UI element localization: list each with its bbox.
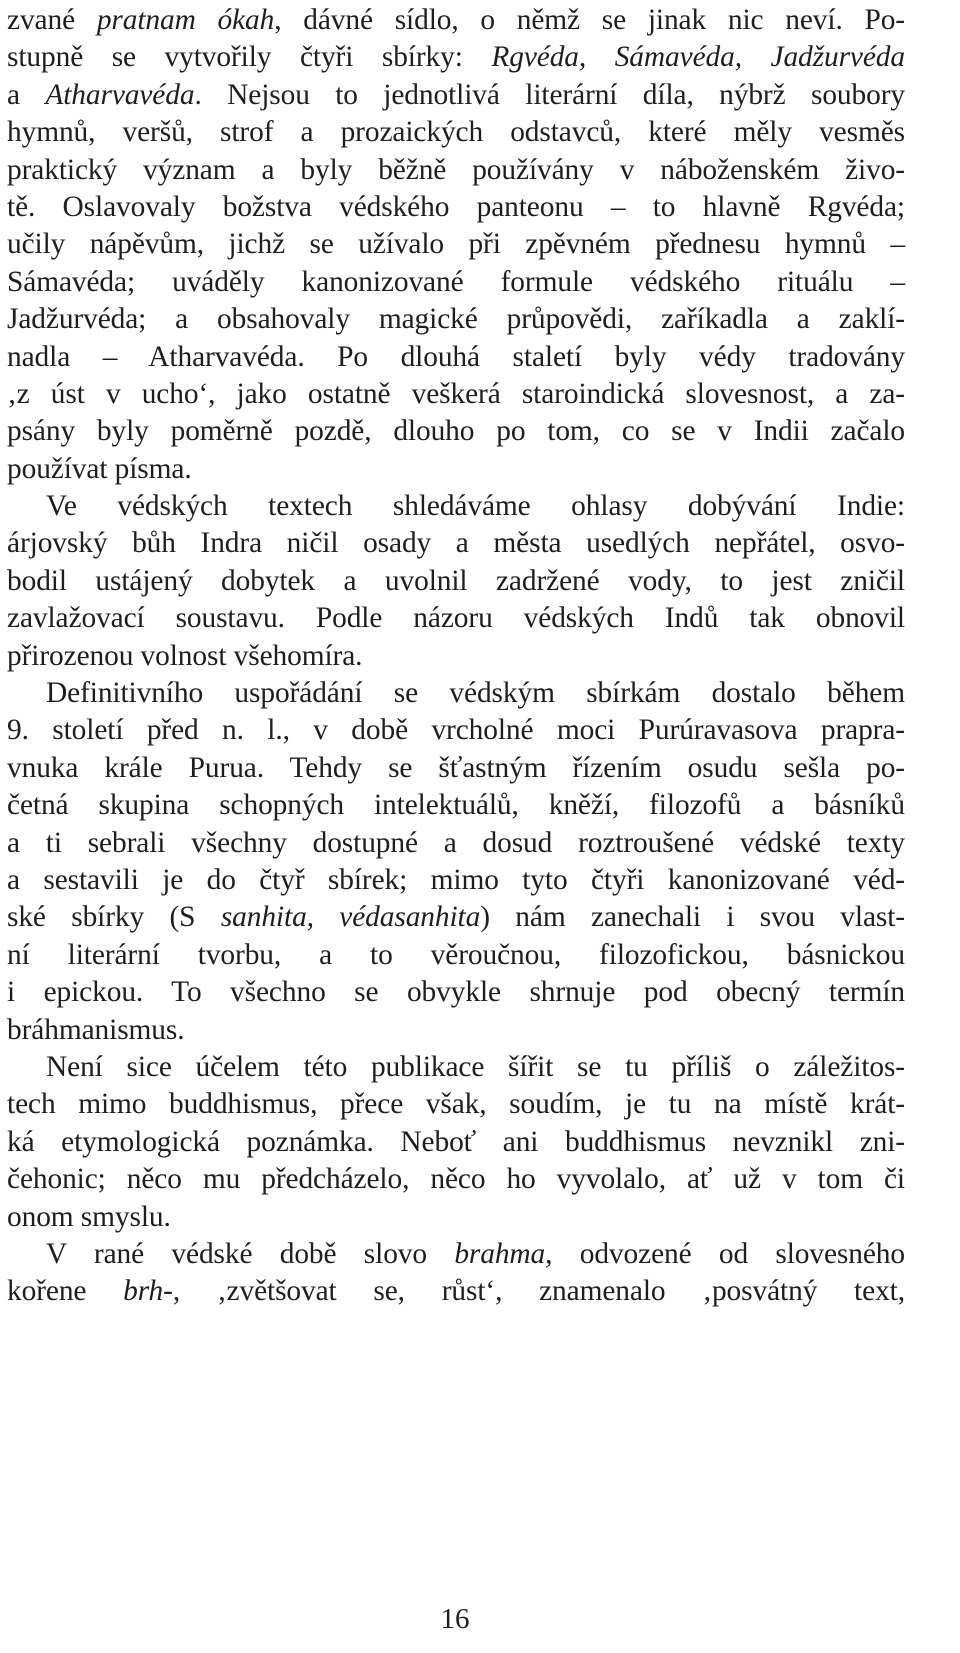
text-line: [7, 413, 905, 450]
text-segment: ‚z úst v ucho‘, jako ostatně veškerá staroindická slovesnost, a za-: [7, 377, 905, 410]
text-line: [7, 39, 905, 76]
text-line: [7, 1199, 905, 1236]
text-segment: Není sice účelem této publikace šířit se tu příliš o záležitos-: [46, 1050, 905, 1083]
text-segment: i epickou. To všechno se obvykle shrnuje pod obecný termín: [7, 976, 905, 1009]
text-segment: psány byly poměrně pozdě, dlouho po tom, co se v Indii začalo: [7, 415, 905, 448]
text-line: [7, 77, 905, 114]
text-segment: ské sbírky (S: [7, 901, 221, 934]
text-segment: tech mimo buddhismus, přece však, soudím, je tu na místě krát-: [7, 1088, 905, 1121]
text-line: [7, 1161, 905, 1198]
text-line: [7, 974, 905, 1011]
text-line: [7, 339, 905, 376]
text-line: [7, 488, 905, 525]
text-line: [7, 750, 905, 787]
text-line: [7, 899, 905, 936]
text-line: [7, 787, 905, 824]
text-line: [7, 264, 905, 301]
text-line: [7, 712, 905, 749]
text-segment: stupně se vytvořily čtyři sbírky:: [7, 41, 492, 74]
text-line: [7, 376, 905, 413]
text-line: [7, 825, 905, 862]
text-segment: nadla – Atharvavéda. Po dlouhá staletí byly védy tradovány: [7, 340, 905, 373]
text-segment: a ti sebrali všechny dostupné a dosud roztroušené védské texty: [7, 826, 905, 859]
text-segment: bodil ustájený dobytek a uvolnil zadržené vody, to jest zničil: [7, 564, 905, 597]
text-segment: přirozenou volnost všehomíra.: [7, 639, 363, 672]
text-line: [7, 451, 905, 488]
text-segment: učily nápěvům, jichž se užívalo při zpěvném přednesu hymnů –: [7, 228, 905, 261]
italic-term: pratnam ókah: [96, 4, 275, 36]
text-segment: tě. Oslavovaly božstva védského panteonu – to hlavně Rgvéda;: [7, 190, 905, 223]
text-segment: , odvozené od slovesného: [545, 1237, 905, 1270]
page-number: 16: [440, 1603, 470, 1635]
text-segment: a: [7, 78, 46, 111]
text-line: [7, 226, 905, 263]
text-segment: vnuka krále Purua. Tehdy se šťastným řízením osudu sešla po-: [7, 751, 905, 784]
text-segment: čehonic; něco mu předcházelo, něco ho vyvolalo, ať už v tom či: [7, 1163, 905, 1196]
text-segment: hymnů, veršů, strof a prozaických odstavců, které měly vesměs: [7, 116, 905, 149]
text-segment: árjovský bůh Indra ničil osady a města usedlých nepřátel, osvo-: [7, 527, 905, 560]
text-line: [7, 114, 905, 151]
text-segment: Jadžurvéda; a obsahovaly magické průpovědi, zaříkadla a zaklí-: [7, 303, 905, 336]
text-line: [7, 1049, 905, 1086]
text-segment: onom smyslu.: [7, 1200, 171, 1233]
text-segment: , dávné sídlo, o němž se jinak nic neví. Po-: [274, 4, 905, 36]
italic-term: brahma: [454, 1237, 546, 1270]
text-line: [7, 301, 905, 338]
text-segment: ní literární tvorbu, a to věroučnou, filozofickou, básnickou: [7, 938, 905, 971]
text-line: [7, 563, 905, 600]
text-segment: kořene: [7, 1275, 124, 1308]
text-segment: . Nejsou to jednotlivá literární díla, nýbrž soubory: [194, 78, 905, 111]
text-segment: ká etymologická poznámka. Neboť ani buddhismus nevznikl zni-: [7, 1125, 905, 1158]
text-segment: a sestavili je do čtyř sbírek; mimo tyto čtyři kanonizované véd-: [7, 863, 905, 896]
body-text: [7, 2, 905, 1311]
text-line: [7, 937, 905, 974]
text-segment: četná skupina schopných intelektuálů, kněží, filozofů a básníků: [7, 789, 905, 822]
text-segment: bráhmanismus.: [7, 1013, 185, 1046]
italic-term: brh-: [123, 1275, 173, 1308]
text-segment: Ve védských textech shledáváme ohlasy dobývání Indie:: [46, 490, 905, 523]
text-line: [7, 1012, 905, 1049]
text-segment: zvané: [7, 4, 97, 36]
italic-term: sanhita, védasanhita: [220, 901, 481, 934]
text-segment: V rané védské době slovo: [46, 1237, 455, 1270]
text-line: [7, 1273, 905, 1310]
text-line: [7, 638, 905, 675]
text-segment: praktický význam a byly běžně používány v náboženském živo-: [7, 153, 905, 186]
text-line: [7, 189, 905, 226]
text-segment: ) nám zanechali i svou vlast-: [480, 901, 905, 934]
italic-term: Rgvéda, Sámavéda, Jadžurvéda: [491, 41, 905, 74]
italic-term: Atharvavéda: [45, 78, 195, 111]
text-segment: Definitivního uspořádání se védským sbírkám dostalo během: [46, 677, 905, 710]
text-line: [7, 675, 905, 712]
text-line: [7, 1236, 905, 1273]
text-line: [7, 1124, 905, 1161]
text-line: [7, 1086, 905, 1123]
text-line: [7, 2, 905, 39]
text-segment: zavlažovací soustavu. Podle názoru védských Indů tak obnovil: [7, 602, 905, 635]
text-line: [7, 862, 905, 899]
text-line: [7, 152, 905, 189]
text-segment: 9. století před n. l., v době vrcholné moci Purúravasova prapra-: [7, 714, 905, 747]
text-segment: Sámavéda; uváděly kanonizované formule védského rituálu –: [7, 265, 905, 298]
text-segment: používat písma.: [7, 452, 192, 485]
text-line: [7, 525, 905, 562]
text-line: [7, 600, 905, 637]
text-segment: , ‚zvětšovat se, růst‘, znamenalo ‚posvátný text,: [172, 1275, 905, 1308]
